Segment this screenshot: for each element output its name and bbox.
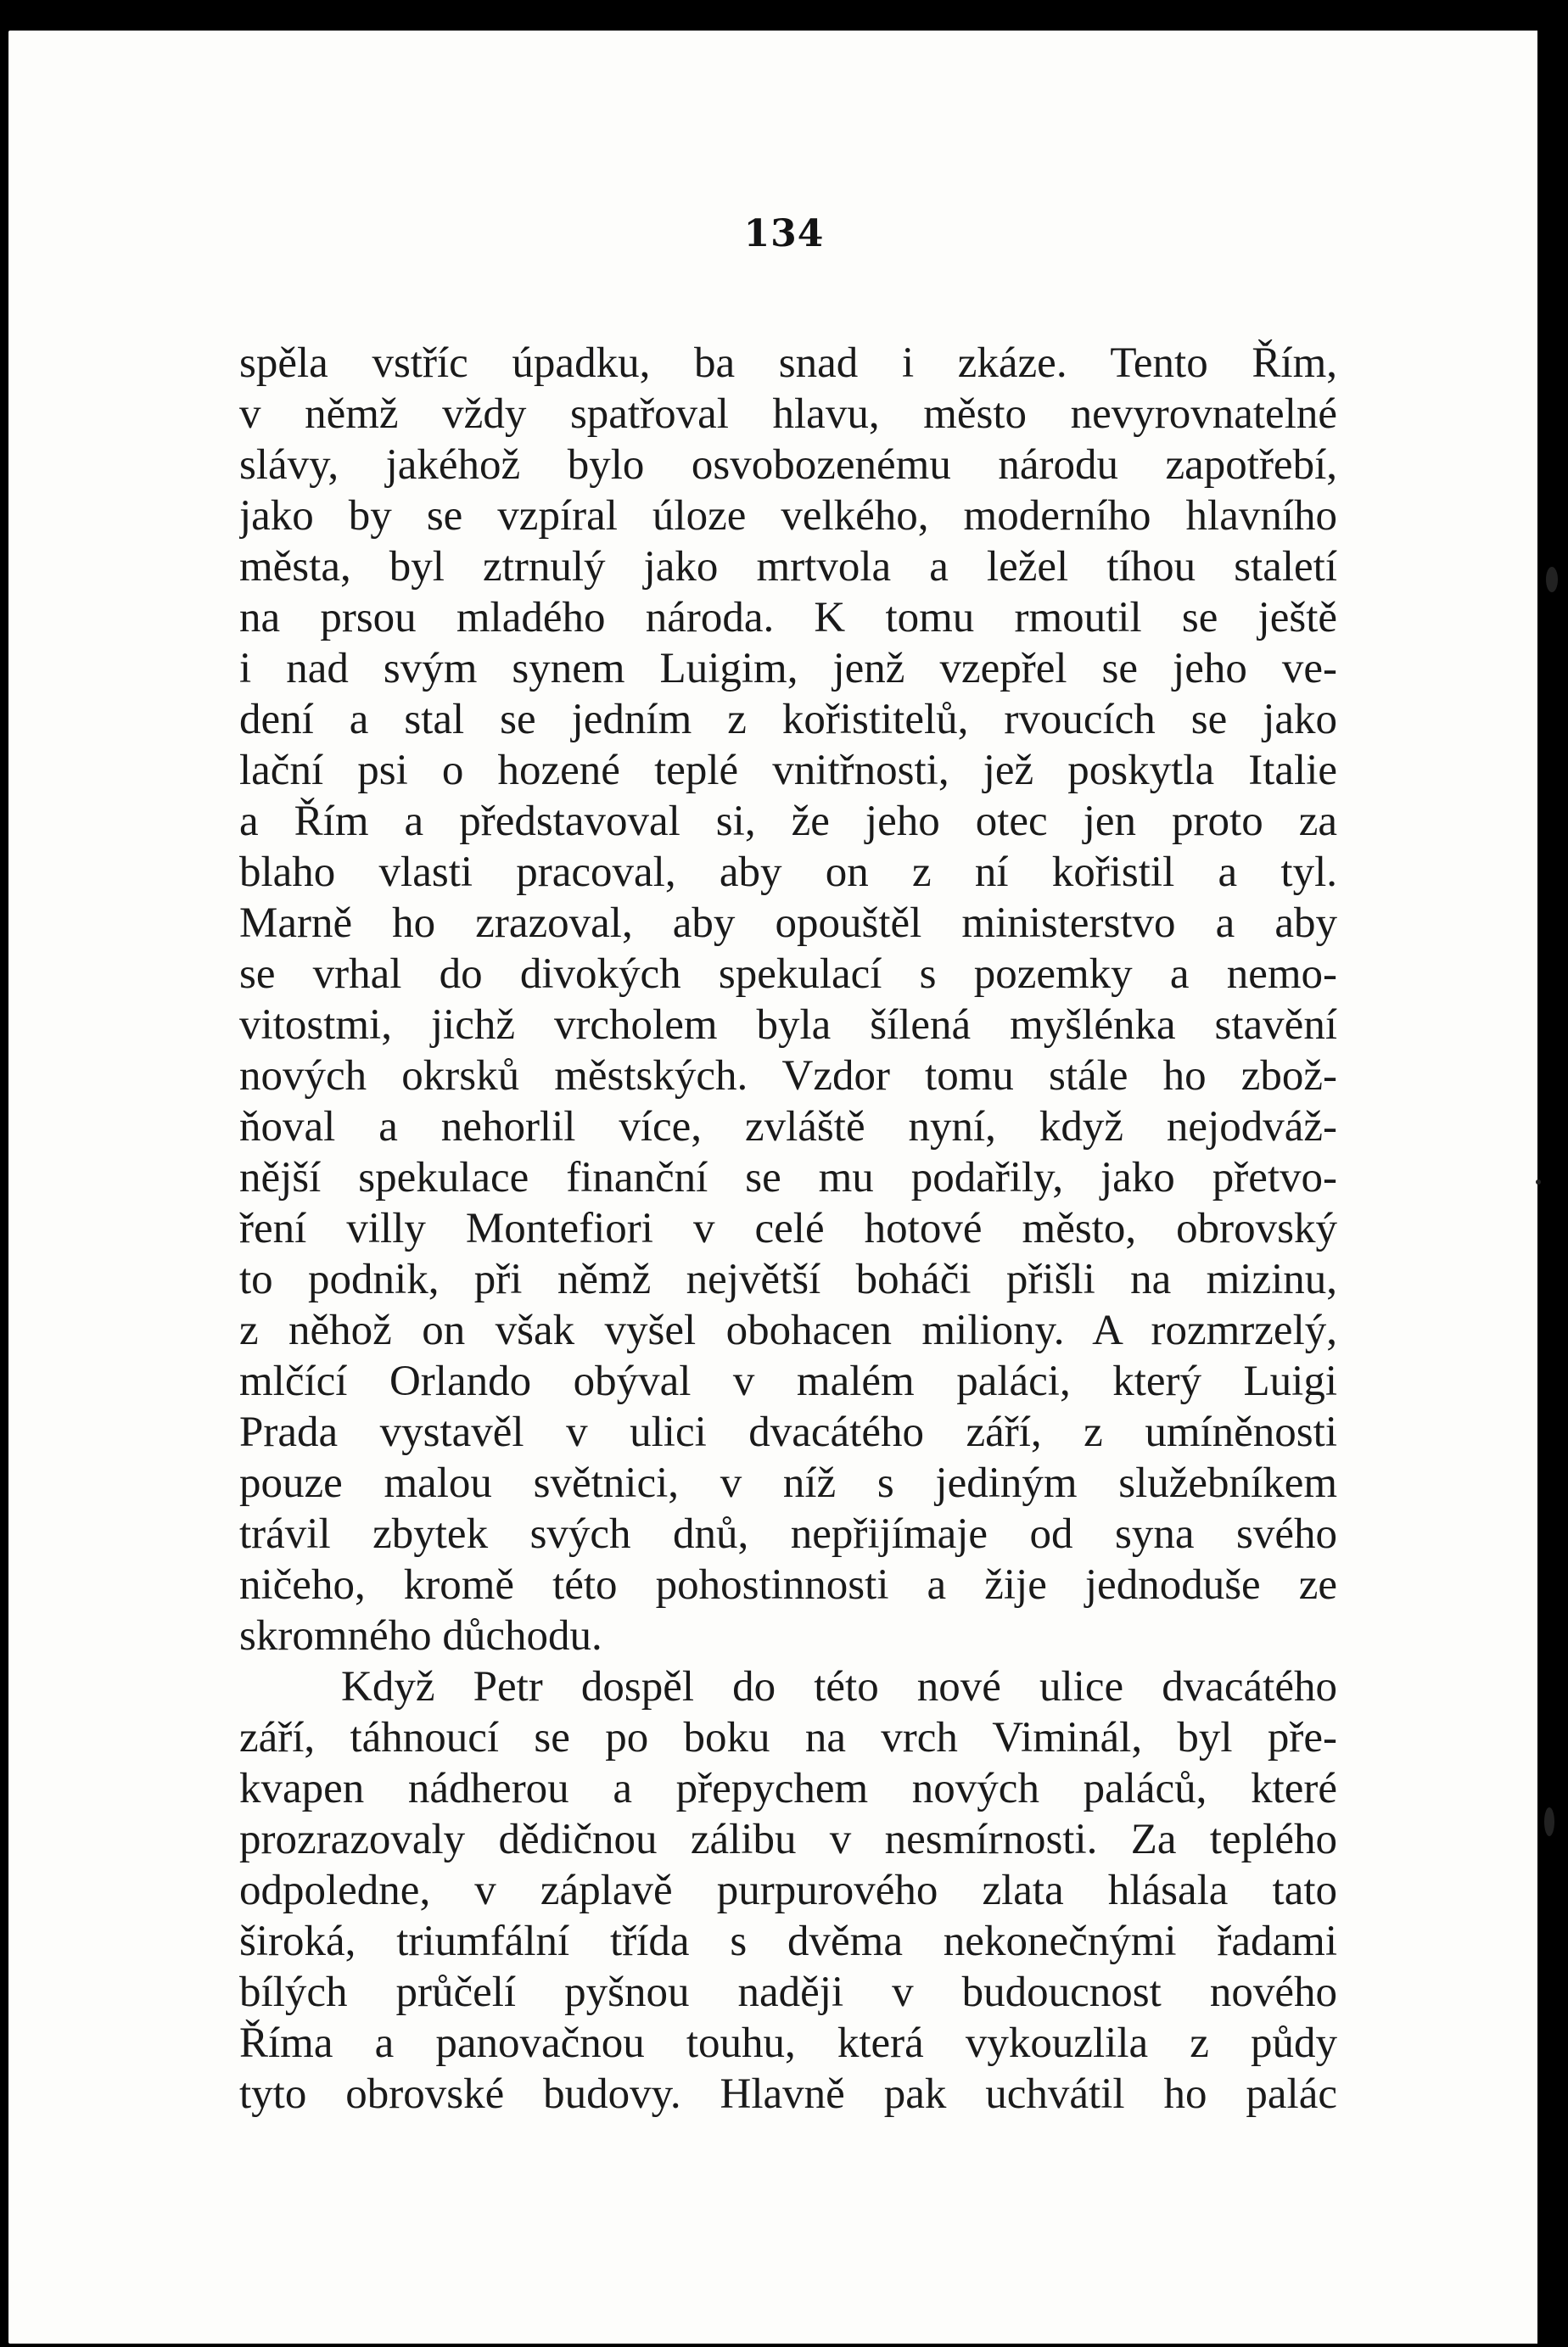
text-line: lační psi o hozené teplé vnitřnosti, jež poskytla Italie: [239, 747, 1337, 794]
page-edge-shadow: [1537, 31, 1560, 2344]
scan-speck: [1546, 567, 1558, 592]
text-line: trávil zbytek svých dnů, nepřijímaje od syna svého: [239, 1510, 1337, 1558]
scan-speck: [1544, 1807, 1554, 1836]
text-line: tyto obrovské budovy. Hlavně pak uchvátil ho palác: [239, 2070, 1337, 2118]
text-line: vitostmi, jichž vrcholem byla šílená myšlénka stavění: [239, 1001, 1337, 1049]
text-line: kvapen nádherou a přepychem nových paláců, které: [239, 1765, 1337, 1812]
text-line: Marně ho zrazoval, aby opouštěl ministerstvo a aby: [239, 899, 1337, 947]
text-line: i nad svým synem Luigim, jenž vzepřel se jeho ve-: [239, 645, 1337, 692]
text-line: v němž vždy spatřoval hlavu, město nevyrovnatelné: [239, 390, 1337, 438]
text-line: pouze malou světnici, v níž s jediným služebníkem: [239, 1459, 1337, 1507]
text-line: Když Petr dospěl do této nové ulice dvacátého: [341, 1663, 1337, 1711]
page-number: 134: [743, 212, 825, 255]
text-line: a Řím a představoval si, že jeho otec jen proto za: [239, 798, 1337, 845]
text-line: blaho vlasti pracoval, aby on z ní kořistil a tyl.: [239, 849, 1337, 896]
text-line: odpoledne, v záplavě purpurového zlata hlásala tato: [239, 1867, 1337, 1914]
text-line: ření villy Montefiori v celé hotové město, obrovský: [239, 1205, 1337, 1252]
text-line: dení a stal se jedním z kořistitelů, rvoucích se jako: [239, 696, 1337, 743]
text-line: ničeho, kromě této pohostinnosti a žije jednoduše ze: [239, 1561, 1337, 1609]
text-line: skromného důchodu.: [239, 1612, 602, 1660]
text-line: spěla vstříc úpadku, ba snad i zkáze. Tento Řím,: [239, 339, 1337, 387]
text-line: nější spekulace finanční se mu podařily, jako přetvo-: [239, 1154, 1337, 1202]
text-line: jako by se vzpíral úloze velkého, moderního hlavního: [239, 492, 1337, 540]
text-line: bílých průčelí pyšnou naději v budoucnost nového: [239, 1969, 1337, 2016]
scan-speck: [1536, 1179, 1541, 1185]
text-line: to podnik, při němž největší boháči přišli na mizinu,: [239, 1256, 1337, 1303]
text-line: září, táhnoucí se po boku na vrch Viminál, byl pře-: [239, 1714, 1337, 1762]
text-line: široká, triumfální třída s dvěma nekonečnými řadami: [239, 1918, 1337, 1965]
text-line: nových okrsků městských. Vzdor tomu stále ho zbož-: [239, 1052, 1337, 1100]
text-line: Prada vystavěl v ulici dvacátého září, z umíněnosti: [239, 1409, 1337, 1456]
text-line: na prsou mladého národa. K tomu rmoutil se ještě: [239, 594, 1337, 641]
body-text: [239, 338, 1337, 2120]
text-line: ňoval a nehorlil více, zvláště nyní, když nejodváž-: [239, 1103, 1337, 1151]
text-line: z něhož on však vyšel obohacen miliony. A rozmrzelý,: [239, 1307, 1337, 1354]
text-line: mlčící Orlando obýval v malém paláci, který Luigi: [239, 1358, 1337, 1405]
text-line: se vrhal do divokých spekulací s pozemky a nemo-: [239, 950, 1337, 998]
text-line: slávy, jakéhož bylo osvobozenému národu zapotřebí,: [239, 441, 1337, 489]
text-line: prozrazovaly dědičnou zálibu v nesmírnosti. Za teplého: [239, 1816, 1337, 1863]
text-line: města, byl ztrnulý jako mrtvola a ležel tíhou staletí: [239, 543, 1337, 591]
text-line: Říma a panovačnou touhu, která vykouzlila z půdy: [239, 2019, 1337, 2067]
